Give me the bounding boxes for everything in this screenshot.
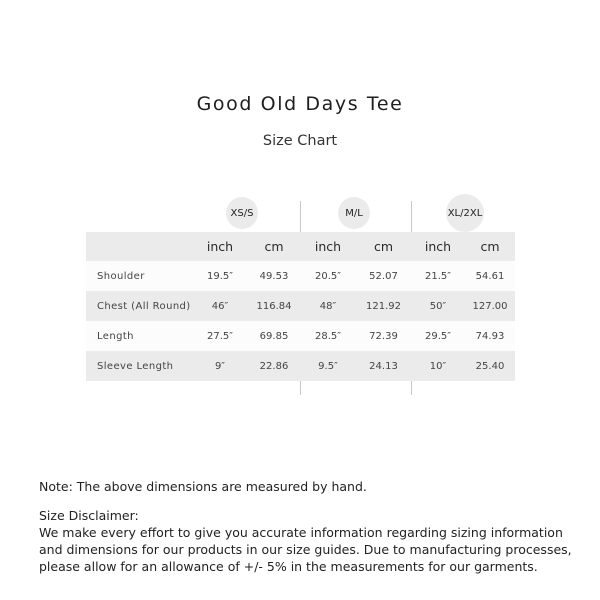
row-label: Sleeve Length — [97, 360, 174, 372]
unit-header: cm — [264, 239, 284, 254]
table-cell: 54.61 — [475, 270, 505, 282]
table-row-sleeve-length — [86, 351, 515, 381]
disclaimer-line: and dimensions for our products in our size guides. Due to manufacturing processes, — [39, 542, 572, 557]
size-badge-m-l: M/L — [338, 197, 370, 229]
table-cell: 27.5″ — [206, 330, 233, 342]
table-cell: 20.5″ — [314, 270, 341, 282]
unit-header-row — [86, 232, 515, 261]
table-cell: 9.5″ — [318, 360, 338, 372]
table-cell: 19.5″ — [206, 270, 233, 282]
table-row-shoulder — [86, 261, 515, 291]
table-cell: 29.5″ — [424, 330, 451, 342]
table-cell: 22.86 — [259, 360, 289, 372]
disclaimer-line: please allow for an allowance of +/- 5% in the measurements for our garments. — [39, 559, 538, 574]
table-cell: 74.93 — [475, 330, 505, 342]
table-cell: 69.85 — [259, 330, 289, 342]
table-row-length — [86, 321, 515, 351]
product-title: Good Old Days Tee — [196, 93, 404, 115]
table-cell: 46″ — [211, 300, 229, 312]
table-cell: 127.00 — [472, 300, 508, 312]
table-cell: 49.53 — [259, 270, 289, 282]
table-cell: 52.07 — [369, 270, 398, 282]
size-badge-xl-2xl: XL/2XL — [446, 194, 484, 232]
disclaimer-title: Size Disclaimer: — [39, 508, 139, 523]
unit-header: inch — [206, 239, 234, 254]
table-cell: 9″ — [214, 360, 226, 372]
table-cell: 21.5″ — [424, 270, 451, 282]
table-cell: 72.39 — [369, 330, 398, 342]
table-cell: 50″ — [429, 300, 447, 312]
table-cell: 10″ — [429, 360, 447, 372]
unit-header: cm — [373, 239, 394, 254]
size-badge-xs-s: XS/S — [226, 197, 258, 229]
size-chart-subtitle: Size Chart — [262, 133, 338, 149]
unit-header: cm — [480, 239, 500, 254]
size-disclaimer — [39, 507, 579, 575]
disclaimer-line: We make every effort to give you accurate information regarding sizing information — [39, 525, 563, 540]
unit-header: inch — [314, 239, 342, 254]
table-row-chest — [86, 291, 515, 321]
size-table — [86, 232, 515, 381]
row-label: Chest (All Round) — [97, 300, 191, 312]
table-cell: 121.92 — [366, 300, 401, 312]
row-label: Shoulder — [97, 270, 145, 282]
table-cell: 28.5″ — [314, 330, 341, 342]
measurement-note: Note: The above dimensions are measured by hand. — [39, 479, 367, 494]
row-label: Length — [97, 330, 134, 342]
table-cell: 48″ — [319, 300, 337, 312]
table-cell: 25.40 — [475, 360, 505, 372]
unit-header: inch — [424, 239, 452, 254]
table-cell: 24.13 — [369, 360, 398, 372]
table-cell: 116.84 — [256, 300, 292, 312]
